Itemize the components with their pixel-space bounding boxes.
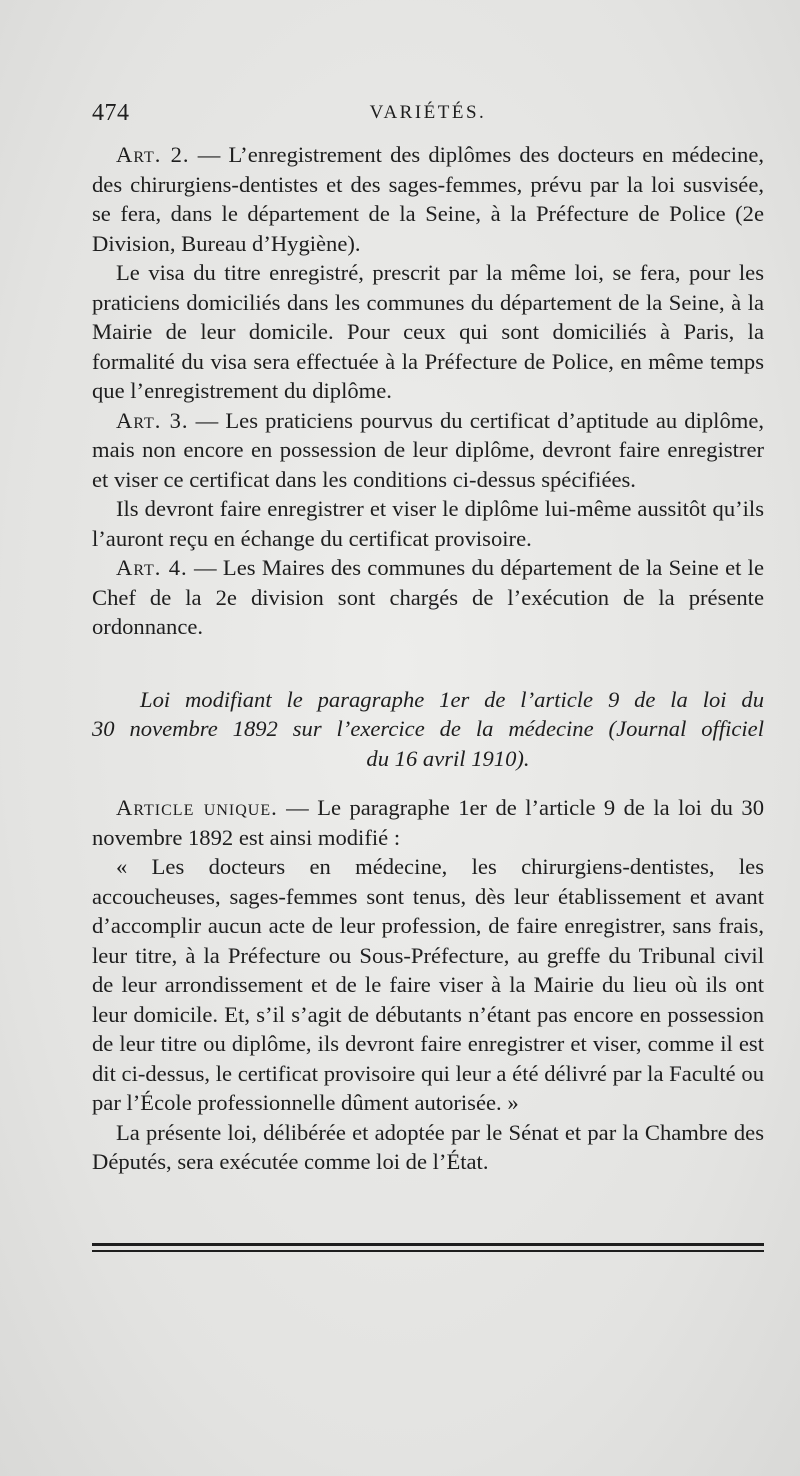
art4-label: Art. 4.: [116, 555, 188, 580]
running-head: VARIÉTÉS.: [369, 102, 487, 123]
art4-text: — Les Maires des communes du département de la Seine et le Chef de la 2e division sont chargés de l’exécution de la présente ordonnance.: [92, 555, 764, 639]
page-number: 474: [92, 100, 130, 126]
closing-rule-thick: [92, 1243, 764, 1246]
page-header: [92, 100, 764, 132]
law-title-line-3: du 16 avril 1910).: [366, 745, 530, 771]
article-unique-paragraph: [92, 793, 764, 852]
art4-paragraph: [92, 553, 764, 642]
body-text: [92, 140, 764, 1177]
law-title-line-2: 30 novembre 1892 sur l’exercice de la médecine (Journal officiel: [92, 716, 764, 741]
art2-paragraph: [92, 140, 764, 258]
art2-text: — L’enregistrement des diplômes des docteurs en médecine, des chirurgiens-dentistes et des sages-femmes, prévu par la loi susvisée, se fera, dans le département de la Seine, à la Préfecture de Police (2e Division, Bureau d’Hygiène).: [92, 142, 764, 256]
art3-text: — Les praticiens pourvus du certificat d’aptitude au diplôme, mais non encore en possession de leur diplôme, devront faire enregistrer et viser ce certificat dans les conditions ci-dessus spécifiées.: [92, 407, 764, 492]
law-title: [92, 685, 764, 774]
art3-paragraph: [92, 406, 764, 495]
art2-paragraph-2: Le visa du titre enregistré, prescrit par la même loi, se fera, pour les praticiens domiciliés dans les communes du département de la Seine, à la Mairie de leur domicile. Pour ceux qui sont domiciliés à Paris, la formalité du visa sera effectuée à la Préfecture de Police, en même temps que l’enregistrement du diplôme.: [92, 260, 764, 403]
article-unique-label: Article unique.: [116, 795, 278, 820]
article-unique-closing: La présente loi, délibérée et adoptée par le Sénat et par la Chambre des Députés, sera exécutée comme loi de l’État.: [92, 1119, 764, 1174]
law-title-line-1: Loi modifiant le paragraphe 1er de l’article 9 de la loi du: [140, 686, 764, 712]
closing-rule-thin: [92, 1250, 764, 1252]
art2-label: Art. 2.: [116, 142, 190, 167]
art3-paragraph-2: Ils devront faire enregistrer et viser le diplôme lui-même aussitôt qu’ils l’auront reçu en échange du certificat provisoire.: [92, 496, 764, 551]
art3-label: Art. 3.: [116, 407, 189, 433]
article-unique-text: — Le paragraphe 1er de l’article 9 de la loi du 30 novembre 1892 est ainsi modifié :: [92, 795, 765, 850]
article-unique-quote: « Les docteurs en médecine, les chirurgiens-dentistes, les accoucheuses, sages-femmes sont tenus, dès leur établissement et avant d’accomplir aucun acte de leur profession, de faire enregistrer, sans frais, leur titre, à la Préfecture ou Sous-Préfecture, au greffe du Tribunal civil de leur arrondissement et de le faire viser à la Mairie du lieu où ils ont leur domicile. Et, s’il s’agit de débutants n’étant pas encore en possession de leur titre ou diplôme, ils devront faire enregistrer et viser, comme il est dit ci-dessus, le certificat provisoire qui leur a été délivré par la Faculté ou par l’École professionnelle dûment autorisée. »: [92, 854, 764, 1115]
